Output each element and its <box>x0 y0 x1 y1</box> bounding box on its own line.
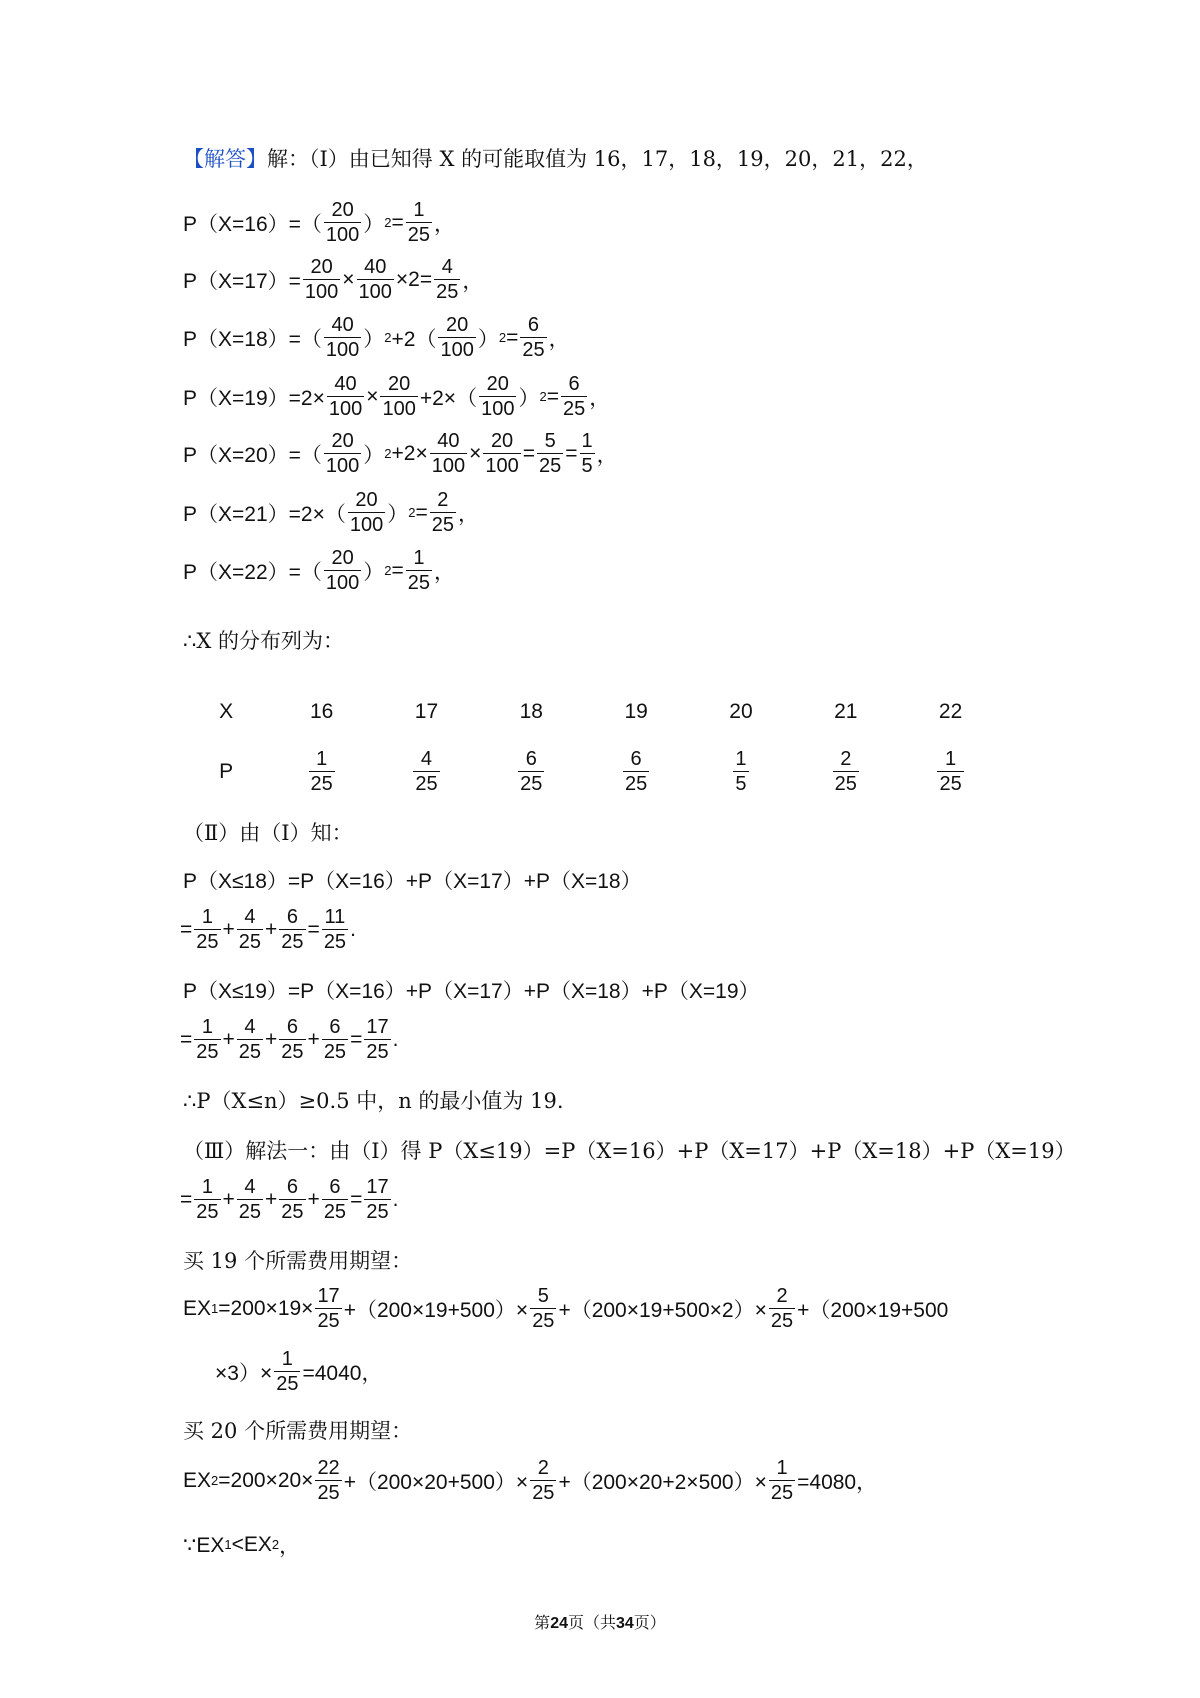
p-value: $\frac{6}{25}$ <box>520 748 543 795</box>
text: ×2= <box>395 268 433 291</box>
x-value: 20 <box>729 700 753 723</box>
fraction: $\frac{20}{100}$ <box>325 199 360 246</box>
text: × <box>469 442 482 465</box>
text: ， <box>589 387 611 410</box>
distribution-row-p <box>183 732 1003 812</box>
text: = <box>415 501 428 524</box>
fraction: $\frac{4}{25}$ <box>436 256 459 303</box>
p-le18: P（X≤18）=P（X=16）+P（X=17）+P（X=18） <box>183 870 642 893</box>
text: P（X=16）=（ <box>183 213 322 236</box>
fraction: $\frac{20}{100}$ <box>304 256 339 303</box>
ex1-line1: EX 1 =200×19× $\frac{17}{25}$ +（200×19+500）× $\frac{5}{25}$ +（200×19+500×2）× $\frac{2}{25}$ +（200×19+500 <box>183 1285 949 1332</box>
text: ） <box>518 387 540 410</box>
x-label: X <box>219 700 234 723</box>
sum-le18: = $\frac{1}{25}$ + $\frac{4}{25}$ + $\frac{6}{25}$ = $\frac{11}{25}$ . <box>180 906 356 953</box>
x-value: 22 <box>938 700 963 723</box>
part3-intro: （Ⅲ）解法一：由（Ⅰ）得 P（X≤19）=P（X=16）+P（X=17）+P（X=18）+P（X=19） <box>183 1139 1076 1163</box>
p-value: $\frac{1}{25}$ <box>939 748 962 795</box>
fraction: $\frac{20}{100}$ <box>325 547 360 594</box>
answer-tag: 【解答】 <box>183 147 267 171</box>
x-value: 18 <box>519 700 543 723</box>
prob-x19: P（X=19）=2× $\frac{40}{100}$ × $\frac{20}{100}$ +2×（ $\frac{20}{100}$ ） 2 = $\frac{6}{25}$ ， <box>183 373 611 420</box>
fraction: $\frac{5}{25}$ <box>539 430 562 477</box>
fraction: $\frac{6}{25}$ <box>562 373 586 420</box>
fraction: $\frac{40}{100}$ <box>325 314 360 361</box>
prob-x22: P（X=22）=（ $\frac{20}{100}$ ） 2 = $\frac{1}{25}$ ， <box>183 547 456 594</box>
text: × <box>342 268 355 291</box>
text: +2× <box>391 442 428 465</box>
distribution-row-x <box>183 692 1003 732</box>
min-n-conclusion: ∴P（X≤n）≥0.5 中，n 的最小值为 19. <box>183 1089 564 1113</box>
page-footer: 第24页（共34页） <box>534 1613 666 1632</box>
text: × <box>366 385 379 408</box>
fraction: $\frac{6}{25}$ <box>522 314 545 361</box>
ex1-line2: ×3）× $\frac{1}{25}$ =4040， <box>215 1348 383 1395</box>
text: +2×（ <box>419 387 478 410</box>
fraction: $\frac{20}{100}$ <box>485 430 519 477</box>
because-line: ∵EX 1 <EX 2 ， <box>183 1533 301 1558</box>
text: P（X=22）=（ <box>183 561 322 584</box>
part2-intro: （Ⅱ）由（Ⅰ）知： <box>183 821 353 845</box>
buy20-label: 买 20 个所需费用期望： <box>183 1419 413 1443</box>
prob-x20: P（X=20）=（ $\frac{20}{100}$ ） 2 +2× $\frac{40}{100}$ × $\frac{20}{100}$ = $\frac{5}{25}$ = $\frac{1}{5}$ ， <box>183 430 618 477</box>
text: = <box>391 211 404 234</box>
fraction: $\frac{40}{100}$ <box>431 430 466 477</box>
text: ） <box>363 444 385 467</box>
fraction: $\frac{20}{100}$ <box>481 373 515 420</box>
text: ） <box>363 561 385 584</box>
text: ， <box>548 328 570 351</box>
distribution-intro: ∴X 的分布列为： <box>183 629 344 653</box>
text: ） <box>387 503 409 526</box>
text: P（X=20）=（ <box>183 444 322 467</box>
sum-le19-b: = $\frac{1}{25}$ + $\frac{4}{25}$ + $\frac{6}{25}$ + $\frac{6}{25}$ = $\frac{17}{25}$ . <box>180 1176 399 1223</box>
text: = <box>565 442 578 465</box>
prob-x16: P（X=16）=（ $\frac{20}{100}$ ） 2 = $\frac{1}{25}$ ， <box>183 199 456 246</box>
distribution-table <box>183 692 1003 812</box>
x-value: 16 <box>309 700 334 723</box>
text: ， <box>434 561 456 584</box>
text: = <box>546 385 559 408</box>
p-le19: P（X≤19）=P（X=16）+P（X=17）+P（X=18）+P（X=19） <box>183 980 760 1003</box>
p-value: $\frac{1}{5}$ <box>735 748 747 795</box>
fraction: $\frac{20}{100}$ <box>382 373 416 420</box>
text: ） <box>363 213 385 236</box>
text: P（X=19）=2× <box>183 387 325 410</box>
text: ， <box>457 503 479 526</box>
p-label: P <box>219 760 234 783</box>
fraction: $\frac{2}{25}$ <box>431 489 454 536</box>
text: ） <box>363 328 385 351</box>
text: ， <box>596 444 618 467</box>
prob-x21: P（X=21）=2×（ $\frac{20}{100}$ ） 2 = $\frac{2}{25}$ ， <box>183 489 479 536</box>
sum-le19: = $\frac{1}{25}$ + $\frac{4}{25}$ + $\frac{6}{25}$ + $\frac{6}{25}$ = $\frac{17}{25}$ . <box>180 1016 399 1063</box>
text: P（X=21）=2×（ <box>183 503 346 526</box>
p-value: $\frac{2}{25}$ <box>834 748 857 795</box>
text: ） <box>477 328 499 351</box>
fraction: $\frac{20}{100}$ <box>440 314 474 361</box>
fraction: $\frac{1}{25}$ <box>407 199 431 246</box>
p-value: $\frac{4}{25}$ <box>415 748 438 795</box>
buy19-label: 买 19 个所需费用期望： <box>183 1249 413 1273</box>
x-value: 19 <box>624 700 648 723</box>
text: = <box>391 559 404 582</box>
fraction: $\frac{20}{100}$ <box>325 430 360 477</box>
text: = <box>506 326 519 349</box>
text: +2（ <box>391 328 437 351</box>
fraction: $\frac{40}{100}$ <box>358 256 392 303</box>
fraction: $\frac{40}{100}$ <box>328 373 363 420</box>
fraction: $\frac{1}{5}$ <box>581 430 593 477</box>
text: P（X=18）=（ <box>183 328 322 351</box>
text: ， <box>462 270 484 293</box>
p-value: $\frac{1}{25}$ <box>310 748 333 795</box>
text: = <box>522 442 536 465</box>
x-value: 21 <box>834 700 858 723</box>
p-value: $\frac{6}{25}$ <box>624 748 648 795</box>
prob-x18: P（X=18）=（ $\frac{40}{100}$ ） 2 +2（ $\frac{20}{100}$ ） 2 = $\frac{6}{25}$ ， <box>183 314 570 361</box>
fraction: $\frac{20}{100}$ <box>349 489 384 536</box>
ex2-line: EX 2 =200×20× $\frac{22}{25}$ +（200×20+500）× $\frac{2}{25}$ +（200×20+2×500）× $\frac{1}{25}$ =4080， <box>183 1457 878 1504</box>
x-value: 17 <box>414 700 439 723</box>
text: P（X=17）= <box>183 270 301 293</box>
fraction: $\frac{1}{25}$ <box>407 547 431 594</box>
answer-intro-text: 解：（Ⅰ）由已知得 X 的可能取值为 16，17，18，19，20，21，22， <box>267 147 928 171</box>
text: ， <box>434 213 456 236</box>
